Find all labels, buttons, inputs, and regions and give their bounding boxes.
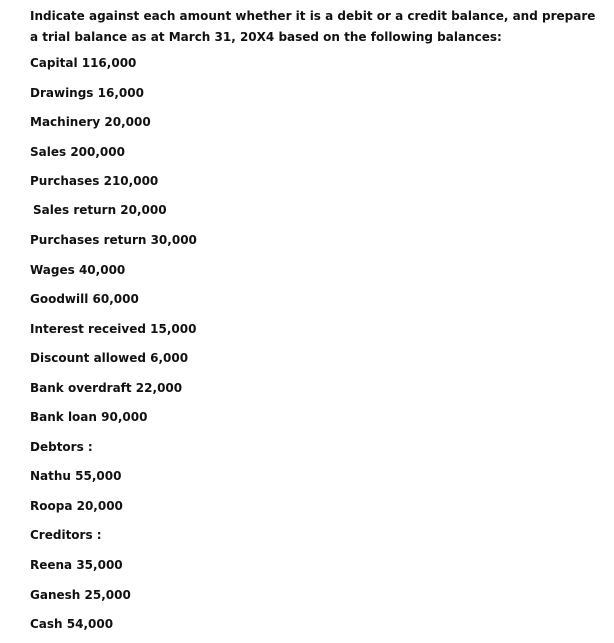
balance-sales: Sales 200,000 — [30, 145, 125, 159]
balance-capital: Capital 116,000 — [30, 56, 137, 70]
instructions-text: Indicate against each amount whether it is a debit or a credit balance, and prepare a trial balance as at March 31, 20X4 based on the following balances: — [30, 9, 596, 44]
balance-sales-return: Sales return 20,000 — [33, 203, 167, 217]
balance-ganesh: Ganesh 25,000 — [30, 588, 131, 602]
balance-reena: Reena 35,000 — [30, 558, 123, 572]
balance-discount-allowed: Discount allowed 6,000 — [30, 351, 189, 365]
balance-bank-overdraft: Bank overdraft 22,000 — [30, 381, 183, 395]
balance-purchases-return: Purchases return 30,000 — [30, 233, 197, 247]
debtors-heading: Debtors : — [30, 440, 93, 454]
balance-drawings: Drawings 16,000 — [30, 86, 144, 100]
creditors-heading: Creditors : — [30, 528, 102, 542]
balance-goodwill: Goodwill 60,000 — [30, 292, 139, 306]
balance-cash: Cash 54,000 — [30, 617, 114, 631]
balance-purchases: Purchases 210,000 — [30, 174, 159, 188]
balance-bank-loan: Bank loan 90,000 — [30, 410, 148, 424]
balance-nathu: Nathu 55,000 — [30, 469, 122, 483]
balance-roopa: Roopa 20,000 — [30, 499, 123, 513]
balance-wages: Wages 40,000 — [30, 263, 126, 277]
balance-machinery: Machinery 20,000 — [30, 115, 151, 129]
balance-interest-received: Interest received 15,000 — [30, 322, 197, 336]
